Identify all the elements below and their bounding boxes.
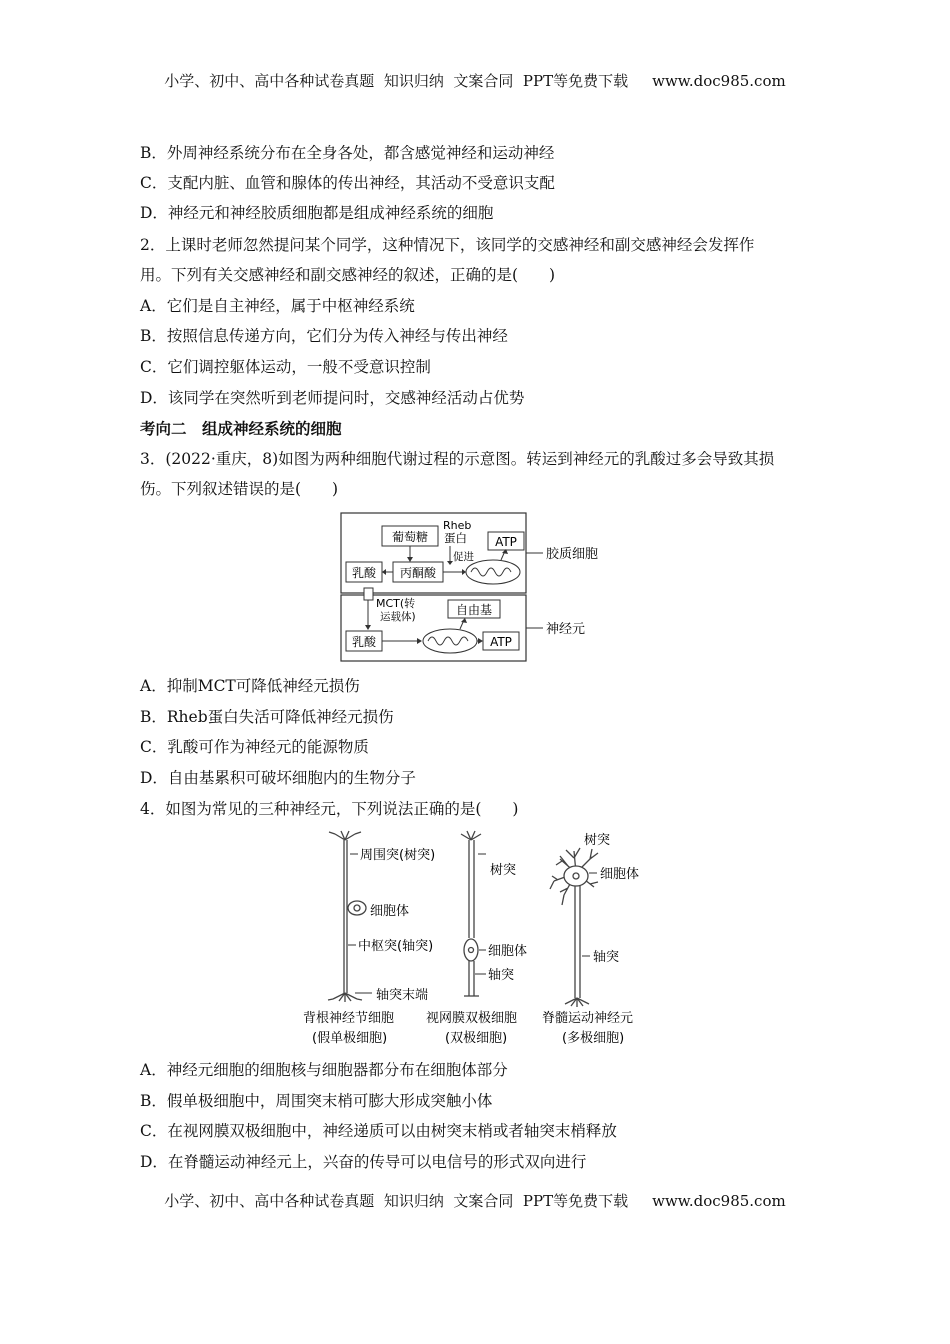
bipolar-neuron-icon <box>461 831 481 996</box>
n3-name-label: 脊髓运动神经元 <box>542 1011 634 1026</box>
q2-option-c: C．它们调控躯体运动，一般不受意识控制 <box>140 358 431 376</box>
pyruvate-label: 丙酮酸 <box>399 566 437 580</box>
mct-label-2: 运载体) <box>380 611 416 623</box>
q4-option-b: B．假单极细胞中，周围突末梢可膨大形成突触小体 <box>140 1092 493 1110</box>
q3-option-c: C．乳酸可作为神经元的能源物质 <box>140 738 369 756</box>
multipolar-neuron-icon <box>550 848 598 1007</box>
glia-cell-label: 胶质细胞 <box>546 547 599 562</box>
header-site: www.doc985.com <box>652 72 786 90</box>
page-header <box>0 70 950 91</box>
rheb-label: Rheb <box>443 519 472 532</box>
glucose-label: 葡萄糖 <box>391 530 429 544</box>
n2-type-label: (双极细胞) <box>445 1031 508 1046</box>
atp-neuron-label: ATP <box>490 635 512 649</box>
rheb-protein-label: 蛋白 <box>444 531 467 545</box>
three-neuron-types-diagram <box>300 828 680 1057</box>
n3-type-label: (多极细胞) <box>562 1031 625 1046</box>
mct-transporter-icon <box>364 588 373 600</box>
q4-option-d: D．在脊髓运动神经元上，兴奋的传导可以电信号的形式双向进行 <box>140 1153 587 1171</box>
q2-stem-line2: 用。下列有关交感神经和副交感神经的叙述，正确的是( ) <box>140 266 556 284</box>
n1-soma-label: 细胞体 <box>370 904 410 919</box>
n3-axon-label: 轴突 <box>593 950 620 965</box>
q1-option-c: C．支配内脏、血管和腺体的传出神经，其活动不受意识支配 <box>140 174 555 192</box>
page-footer <box>0 1190 950 1211</box>
q3-stem-line1: 3．(2022·重庆，8)如图为两种细胞代谢过程的示意图。转运到神经元的乳酸过多会导致其损 <box>140 450 775 468</box>
q2-option-a: A．它们是自主神经，属于中枢神经系统 <box>140 297 415 315</box>
q3-option-d: D．自由基累积可破坏细胞内的生物分子 <box>140 769 416 787</box>
n2-dendrite-label: 树突 <box>490 863 517 878</box>
footer-site: www.doc985.com <box>652 1192 786 1210</box>
q4-stem: 4．如图为常见的三种神经元，下列说法正确的是( ) <box>140 800 519 818</box>
mct-label-1: MCT(转 <box>376 597 416 610</box>
free-radical-label: 自由基 <box>455 603 493 617</box>
q3-stem-line2: 伤。下列叙述错误的是( ) <box>140 480 339 498</box>
n2-name-label: 视网膜双极细胞 <box>426 1011 518 1026</box>
mitochondrion-glia-icon <box>466 560 520 584</box>
q4-option-a: A．神经元细胞的细胞核与细胞器都分布在细胞体部分 <box>140 1061 508 1079</box>
mitochondrion-neuron-icon <box>423 629 477 653</box>
n3-soma-label: 细胞体 <box>600 867 640 882</box>
footer-text: 小学、初中、高中各种试卷真题 知识归纳 文案合同 PPT等免费下载 <box>164 1192 629 1210</box>
atp-glia-label: ATP <box>495 535 517 549</box>
neuron-label: 神经元 <box>546 622 586 637</box>
n1-peripheral-label: 周围突(树突) <box>360 848 436 863</box>
lactate-neuron-label: 乳酸 <box>351 635 377 649</box>
q2-stem-line1: 2．上课时老师忽然提问某个同学，这种情况下，该同学的交感神经和副交感神经会发挥作 <box>140 236 755 254</box>
n1-central-label: 中枢突(轴突) <box>358 939 434 954</box>
n2-axon-label: 轴突 <box>488 968 515 983</box>
cell-metabolism-diagram <box>338 510 628 669</box>
n1-name-label: 背根神经节细胞 <box>303 1011 395 1026</box>
n1-terminal-label: 轴突末端 <box>376 988 429 1003</box>
q1-option-d: D．神经元和神经胶质细胞都是组成神经系统的细胞 <box>140 204 494 222</box>
q3-option-b: B．Rheb蛋白失活可降低神经元损伤 <box>140 708 394 726</box>
n1-type-label: (假单极细胞) <box>312 1031 388 1046</box>
n2-soma-label: 细胞体 <box>488 944 528 959</box>
q4-option-c: C．在视网膜双极细胞中，神经递质可以由树突末梢或者轴突末梢释放 <box>140 1122 617 1140</box>
section-heading: 考向二 组成神经系统的细胞 <box>140 419 342 438</box>
q2-option-d: D．该同学在突然听到老师提问时，交感神经活动占优势 <box>140 389 525 407</box>
q2-option-b: B．按照信息传递方向，它们分为传入神经与传出神经 <box>140 327 508 345</box>
q1-option-b: B．外周神经系统分布在全身各处，都含感觉神经和运动神经 <box>140 144 555 162</box>
n3-dendrite-label: 树突 <box>584 833 611 848</box>
promote-label: 促进 <box>453 551 474 563</box>
lactate-glia-label: 乳酸 <box>351 566 377 580</box>
q3-option-a: A．抑制MCT可降低神经元损伤 <box>140 677 360 695</box>
header-text: 小学、初中、高中各种试卷真题 知识归纳 文案合同 PPT等免费下载 <box>164 72 629 90</box>
